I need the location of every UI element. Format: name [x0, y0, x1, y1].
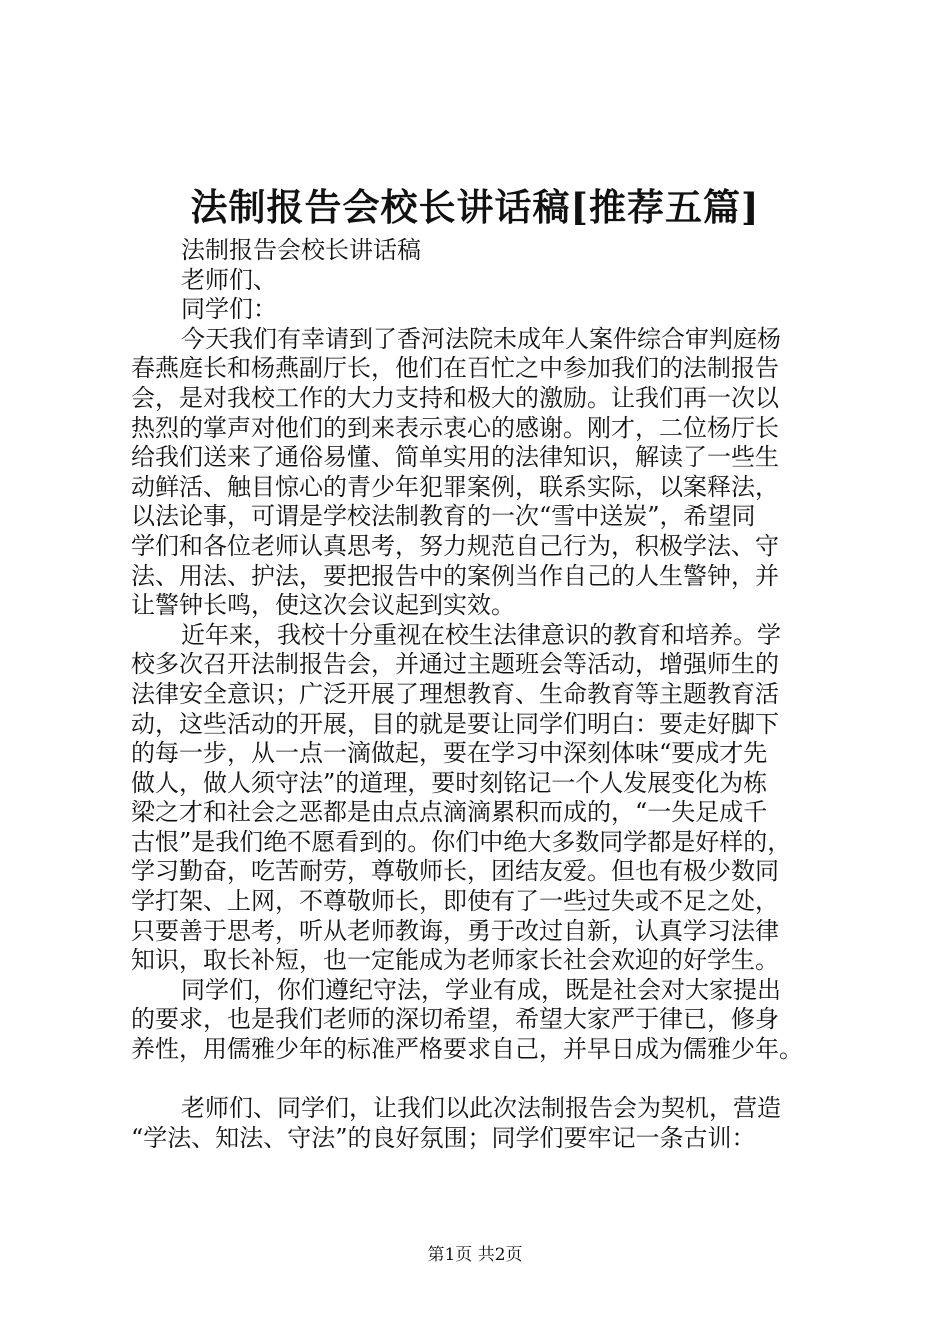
paragraph-line: 给我们送来了通俗易懂、简单实用的法律知识，解读了一些生	[131, 443, 779, 472]
paragraph-line: 热烈的掌声对他们的到来表示衷心的感谢。刚才，二位杨厅长	[131, 413, 779, 442]
paragraph-line: 近年来，我校十分重视在校生法律意识的教育和培养。学	[181, 620, 781, 649]
paragraph-line: 知识，取长补短，也一定能成为老师家长社会欢迎的好学生。	[131, 946, 779, 975]
paragraph-line: “学法、知法、守法”的良好氛围；同学们要牢记一条古训：	[131, 1123, 756, 1152]
paragraph-line: 以法论事，可谓是学校法制教育的一次“雪中送炭”，希望同	[131, 502, 756, 531]
salutation-line: 同学们：	[181, 295, 277, 324]
paragraph-line: 动鲜活、触目惊心的青少年犯罪案例，联系实际，以案释法，	[131, 472, 779, 501]
paragraph-line: 校多次召开法制报告会，并通过主题班会等活动，增强师生的	[131, 650, 779, 679]
document-title: 法制报告会校长讲话稿[推荐五篇]	[190, 185, 760, 229]
paragraph-line: 法律安全意识；广泛开展了理想教育、生命教育等主题教育活	[131, 679, 779, 708]
paragraph-line: 今天我们有幸请到了香河法院未成年人案件综合审判庭杨	[181, 324, 781, 353]
blank-line	[131, 1065, 851, 1095]
paragraph-line: 让警钟长鸣，使这次会议起到实效。	[131, 591, 515, 620]
salutation-line: 老师们、	[181, 265, 277, 294]
paragraph-line: 梁之才和社会之恶都是由点点滴滴累积而成的，“一失足成千	[131, 798, 768, 827]
paragraph-line: 养性，用儒雅少年的标准严格要求自己，并早日成为儒雅少年。	[131, 1035, 803, 1064]
paragraph-line: 学们和各位老师认真思考，努力规范自己行为，积极学法、守	[131, 531, 779, 560]
paragraph-line: 只要善于思考，听从老师教诲，勇于改过自新，认真学习法律	[131, 916, 779, 945]
paragraph-line: 法、用法、护法，要把报告中的案例当作自己的人生警钟，并	[131, 561, 779, 590]
page-number: 第1页 共2页	[427, 1245, 523, 1265]
subtitle-line: 法制报告会校长讲话稿	[181, 236, 421, 264]
paragraph-line: 动，这些活动的开展，目的就是要让同学们明白：要走好脚下	[131, 709, 779, 738]
paragraph-line: 老师们、同学们，让我们以此次法制报告会为契机，营造	[181, 1094, 781, 1123]
paragraph-line: 春燕庭长和杨燕副厅长，他们在百忙之中参加我们的法制报告	[131, 354, 779, 383]
paragraph-line: 学打架、上网，不尊敬师长，即使有了一些过失或不足之处，	[131, 887, 779, 916]
paragraph-line: 做人，做人须守法”的道理，要时刻铭记一个人发展变化为栋	[131, 768, 768, 797]
paragraph-line: 同学们，你们遵纪守法，学业有成，既是社会对大家提出	[181, 975, 781, 1004]
paragraph-line: 会，是对我校工作的大力支持和极大的激励。让我们再一次以	[131, 383, 779, 412]
paragraph-line: 学习勤奋，吃苦耐劳，尊敬师长，团结友爱。但也有极少数同	[131, 857, 779, 886]
paragraph-line: 的要求，也是我们老师的深切希望，希望大家严于律已，修身	[131, 1005, 779, 1034]
paragraph-line: 的每一步，从一点一滴做起，要在学习中深刻体味“要成才先	[131, 739, 768, 768]
paragraph-line: 古恨”是我们绝不愿看到的。你们中绝大多数同学都是好样的，	[131, 827, 792, 856]
document-body	[131, 236, 851, 1153]
